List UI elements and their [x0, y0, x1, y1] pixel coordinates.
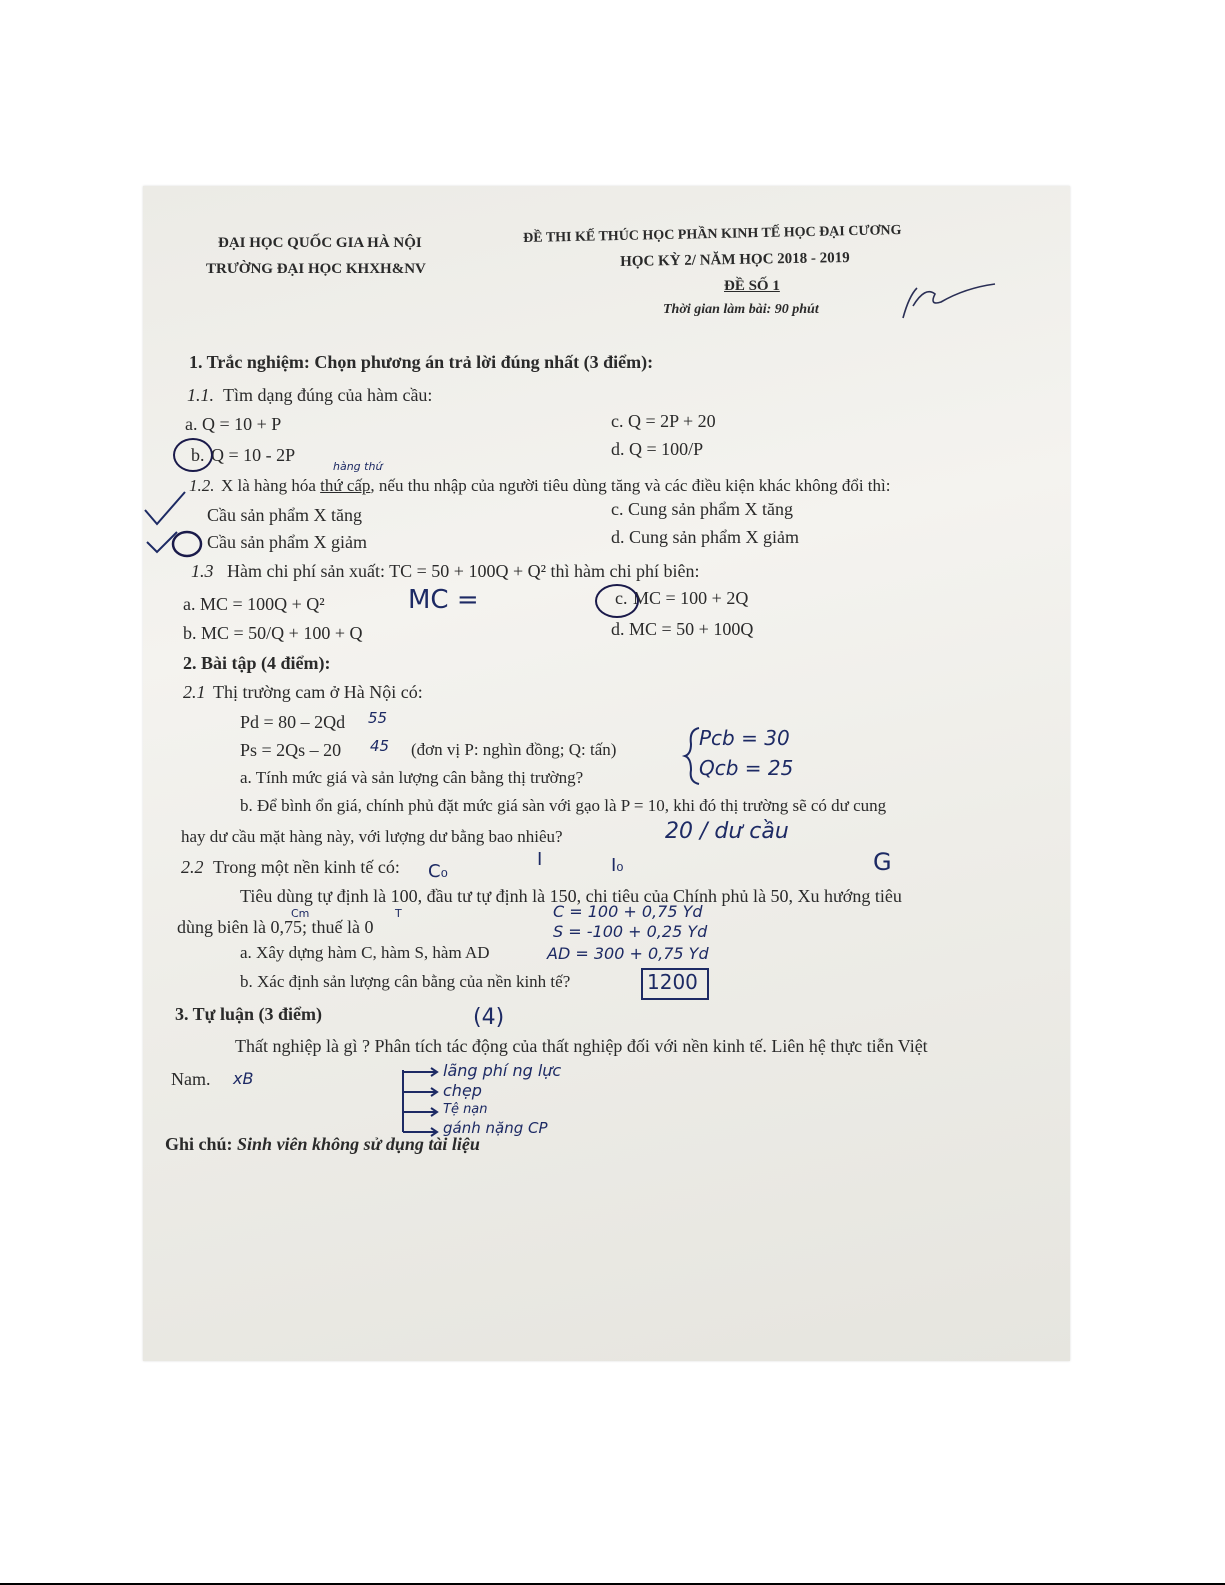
- exam-paper: [143, 186, 1070, 1361]
- p2-line2: dùng biên là 0,75; thuế là 0: [177, 917, 374, 937]
- q3-number: 1.3: [191, 561, 214, 581]
- p2-line1: Tiêu dùng tự định là 100, đầu tư tự định là 150, chi tiêu của Chính phủ là 50, Xu hướng tiêu: [240, 886, 902, 906]
- p2-number: 2.2: [181, 857, 204, 877]
- p2-intro: Trong một nền kinh tế có:: [213, 857, 400, 877]
- q3-option-c-letter: c.: [615, 588, 628, 608]
- handwritten-55: 55: [368, 709, 388, 727]
- p2-question-b: b. Xác định sản lượng cân bằng của nền kinh tế?: [240, 972, 571, 991]
- p1-question-a: a. Tính mức giá và sản lượng cân bằng thị trường?: [240, 768, 584, 787]
- q2-option-b: Cầu sản phẩm X giảm: [207, 532, 367, 552]
- q3-text: Hàm chi phí sản xuất: TC = 50 + 100Q + Q² thì hàm chi phí biên:: [227, 561, 700, 581]
- q1-option-c: c. Q = 2P + 20: [611, 411, 716, 431]
- answer-circle: [595, 584, 639, 618]
- handwritten-point-4: gánh nặng CP: [443, 1119, 548, 1137]
- q2-text: X là hàng hóa thứ cấp, nếu thu nhập của người tiêu dùng tăng và các điều kiện khác không đổi thì:: [221, 476, 891, 495]
- handwritten-i0: I₀: [611, 855, 624, 876]
- q2-number: 1.2.: [189, 476, 215, 495]
- handwritten-pcb: Pcb = 30: [699, 726, 790, 750]
- handwritten-qcb: Qcb = 25: [699, 756, 794, 780]
- q3-option-a: a. MC = 100Q + Q²: [183, 594, 325, 614]
- q1-option-d: d. Q = 100/P: [611, 439, 704, 459]
- section3-line1: Thất nghiệp là gì ? Phân tích tác động của thất nghiệp đối với nền kinh tế. Liên hệ thực tiễn Việt: [235, 1036, 928, 1056]
- p1-question-b-line2: hay dư cầu mặt hàng này, với lượng dư bằng bao nhiêu?: [181, 827, 563, 846]
- note: Ghi chú: Sinh viên không sử dụng tài liệu: [165, 1134, 480, 1154]
- handwritten-translation: hàng thứ: [333, 460, 383, 473]
- section2-heading: 2. Bài tập (4 điểm):: [183, 653, 331, 673]
- exam-duration: Thời gian làm bài: 90 phút: [663, 302, 819, 317]
- answer-circle: [173, 438, 213, 472]
- handwritten-excess: 20 / dư cầu: [665, 819, 789, 844]
- q1-option-b: Q = 10 - 2P: [211, 445, 296, 465]
- university-name: ĐẠI HỌC QUỐC GIA HÀ NỘI: [218, 235, 422, 251]
- section3-heading: 3. Tự luận (3 điểm): [175, 1004, 322, 1024]
- handwritten-point-2: chẹp: [443, 1081, 482, 1100]
- handwritten-eq-c: C = 100 + 0,75 Yd: [553, 902, 703, 921]
- handwritten-c0: C₀: [428, 861, 448, 882]
- q3-option-c: MC = 100 + 2Q: [633, 588, 749, 608]
- handwritten-eq-ad: AD = 300 + 0,75 Yd: [547, 944, 709, 963]
- checkmarks: [143, 486, 213, 566]
- handwritten-mc: MC =: [408, 585, 479, 615]
- p2-question-a: a. Xây dựng hàm C, hàm S, hàm AD: [240, 943, 490, 962]
- handwritten-g: G: [873, 848, 892, 876]
- school-name: TRƯỜNG ĐẠI HỌC KHXH&NV: [206, 261, 426, 277]
- q1-option-b-letter: b.: [191, 445, 205, 465]
- handwritten-eq-s: S = -100 + 0,25 Yd: [553, 922, 708, 941]
- signature-mark: [895, 266, 1005, 326]
- q2-option-c: c. Cung sản phẩm X tăng: [611, 499, 793, 519]
- q1-option-a: a. Q = 10 + P: [185, 414, 282, 434]
- handwritten-equilibrium-output: 1200: [647, 970, 698, 994]
- p1-number: 2.1: [183, 682, 206, 702]
- handwritten-i: I: [537, 849, 543, 870]
- p1-intro: Thị trường cam ở Hà Nội có:: [213, 682, 423, 702]
- q3-option-b: b. MC = 50/Q + 100 + Q: [183, 623, 363, 643]
- handwritten-point-1: lãng phí ng lực: [443, 1061, 562, 1080]
- exam-title: ĐỀ THI KẾ THÚC HỌC PHẦN KINH TẾ HỌC ĐẠI CƯƠNG: [523, 223, 902, 246]
- handwritten-t: T: [395, 907, 402, 920]
- q2-option-a: Cầu sản phẩm X tăng: [207, 505, 362, 525]
- q1-number: 1.1.: [187, 385, 214, 405]
- q1-text: Tìm dạng đúng của hàm cầu:: [223, 385, 433, 405]
- exam-code: ĐỀ SỐ 1: [724, 278, 780, 294]
- handwritten-point-3: Tệ nạn: [443, 1102, 488, 1117]
- p1-supply: Ps = 2Qs – 20: [240, 740, 342, 760]
- handwritten-45: 45: [370, 737, 390, 755]
- p1-demand: Pd = 80 – 2Qd: [240, 712, 346, 732]
- handwritten-cm: Cm: [291, 907, 310, 920]
- handwritten-xb: xB: [233, 1069, 254, 1088]
- section3-line2: Nam.: [171, 1069, 211, 1089]
- q2-option-d: d. Cung sản phẩm X giảm: [611, 527, 799, 547]
- p1-units: (đơn vị P: nghìn đồng; Q: tấn): [411, 740, 617, 759]
- answer-arrows: [395, 1066, 445, 1138]
- brace-mark: [683, 726, 703, 786]
- handwritten-score: (4): [473, 1005, 505, 1030]
- semester: HỌC KỲ 2/ NĂM HỌC 2018 - 2019: [620, 249, 850, 270]
- p1-question-b-line1: b. Để bình ổn giá, chính phủ đặt mức giá sàn với gạo là P = 10, khi đó thị trường sẽ có dư cung: [240, 796, 887, 815]
- section1-heading: 1. Trắc nghiệm: Chọn phương án trả lời đúng nhất (3 điểm):: [189, 352, 654, 372]
- q3-option-d: d. MC = 50 + 100Q: [611, 619, 754, 639]
